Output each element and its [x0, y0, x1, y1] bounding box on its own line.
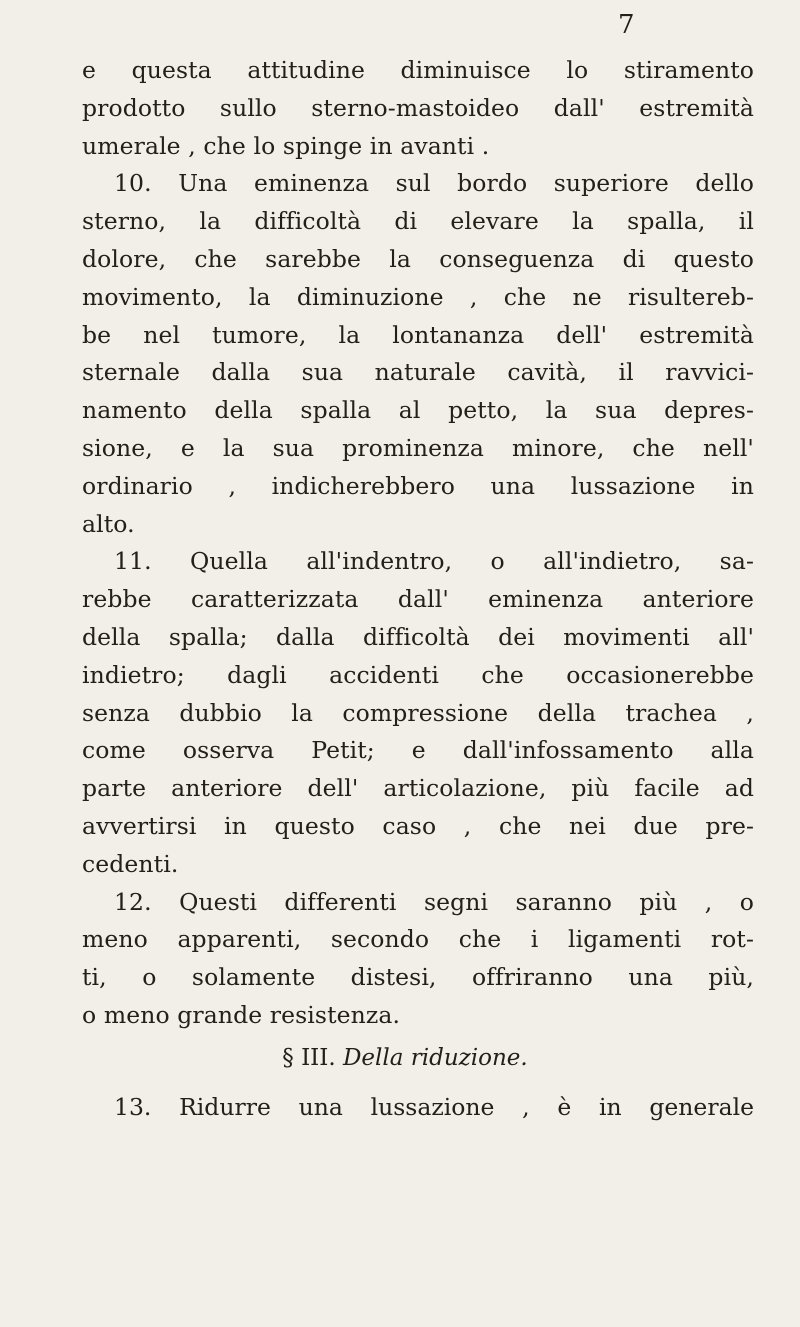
- text-line: sione, e la sua prominenza minore, che nell': [82, 433, 754, 462]
- section-title: Della riduzione.: [342, 1045, 528, 1071]
- text-line: sterno, la difficoltà di elevare la spalla, il: [82, 207, 754, 236]
- paragraph-11-start: 11. Quella all'indentro, o all'indietro, sa-: [114, 547, 754, 576]
- paragraph-10-start: 10. Una eminenza sul bordo superiore dello: [114, 169, 754, 198]
- section-label: § III.: [282, 1045, 336, 1071]
- section-heading: [0, 1043, 800, 1073]
- text-line: rebbe caratterizzata dall' eminenza anteriore: [82, 585, 754, 614]
- text-line: movimento, la diminuzione , che ne risultereb-: [82, 282, 754, 311]
- text-line: prodotto sullo sterno-mastoideo dall' estremità: [82, 93, 754, 122]
- text-line: cedenti.: [82, 849, 179, 878]
- text-line: be nel tumore, la lontananza dell' estremità: [82, 320, 754, 349]
- text-line: namento della spalla al petto, la sua depres-: [82, 396, 754, 425]
- page-number: 7: [618, 10, 635, 40]
- text-line: ti, o solamente distesi, offriranno una più,: [82, 963, 754, 992]
- text-line: alto.: [82, 509, 135, 538]
- text-line: dolore, che sarebbe la conseguenza di questo: [82, 244, 754, 273]
- paragraph-13-start: 13. Ridurre una lussazione , è in generale: [114, 1093, 754, 1121]
- text-line: meno apparenti, secondo che i ligamenti rot-: [82, 925, 754, 954]
- text-line: della spalla; dalla difficoltà dei movimenti all': [82, 622, 754, 651]
- text-line: e questa attitudine diminuisce lo stiramento: [82, 56, 754, 84]
- text-line: sternale dalla sua naturale cavità, il ravvici-: [82, 358, 754, 387]
- text-line: umerale , che lo spinge in avanti .: [82, 131, 490, 160]
- text-line: o meno grande resistenza.: [82, 1000, 401, 1029]
- text-line: ordinario , indicherebbero una lussazione in: [82, 471, 754, 500]
- text-line: parte anteriore dell' articolazione, più facile ad: [82, 774, 754, 803]
- text-line: senza dubbio la compressione della trachea ,: [82, 698, 754, 727]
- text-line: come osserva Petit; e dall'infossamento alla: [82, 736, 754, 765]
- body-text: [82, 52, 754, 1035]
- paragraph-12-start: 12. Questi differenti segni saranno più , o: [114, 887, 754, 916]
- text-line: avvertirsi in questo caso , che nei due pre-: [82, 811, 754, 840]
- text-line: indietro; dagli accidenti che occasionerebbe: [82, 660, 754, 689]
